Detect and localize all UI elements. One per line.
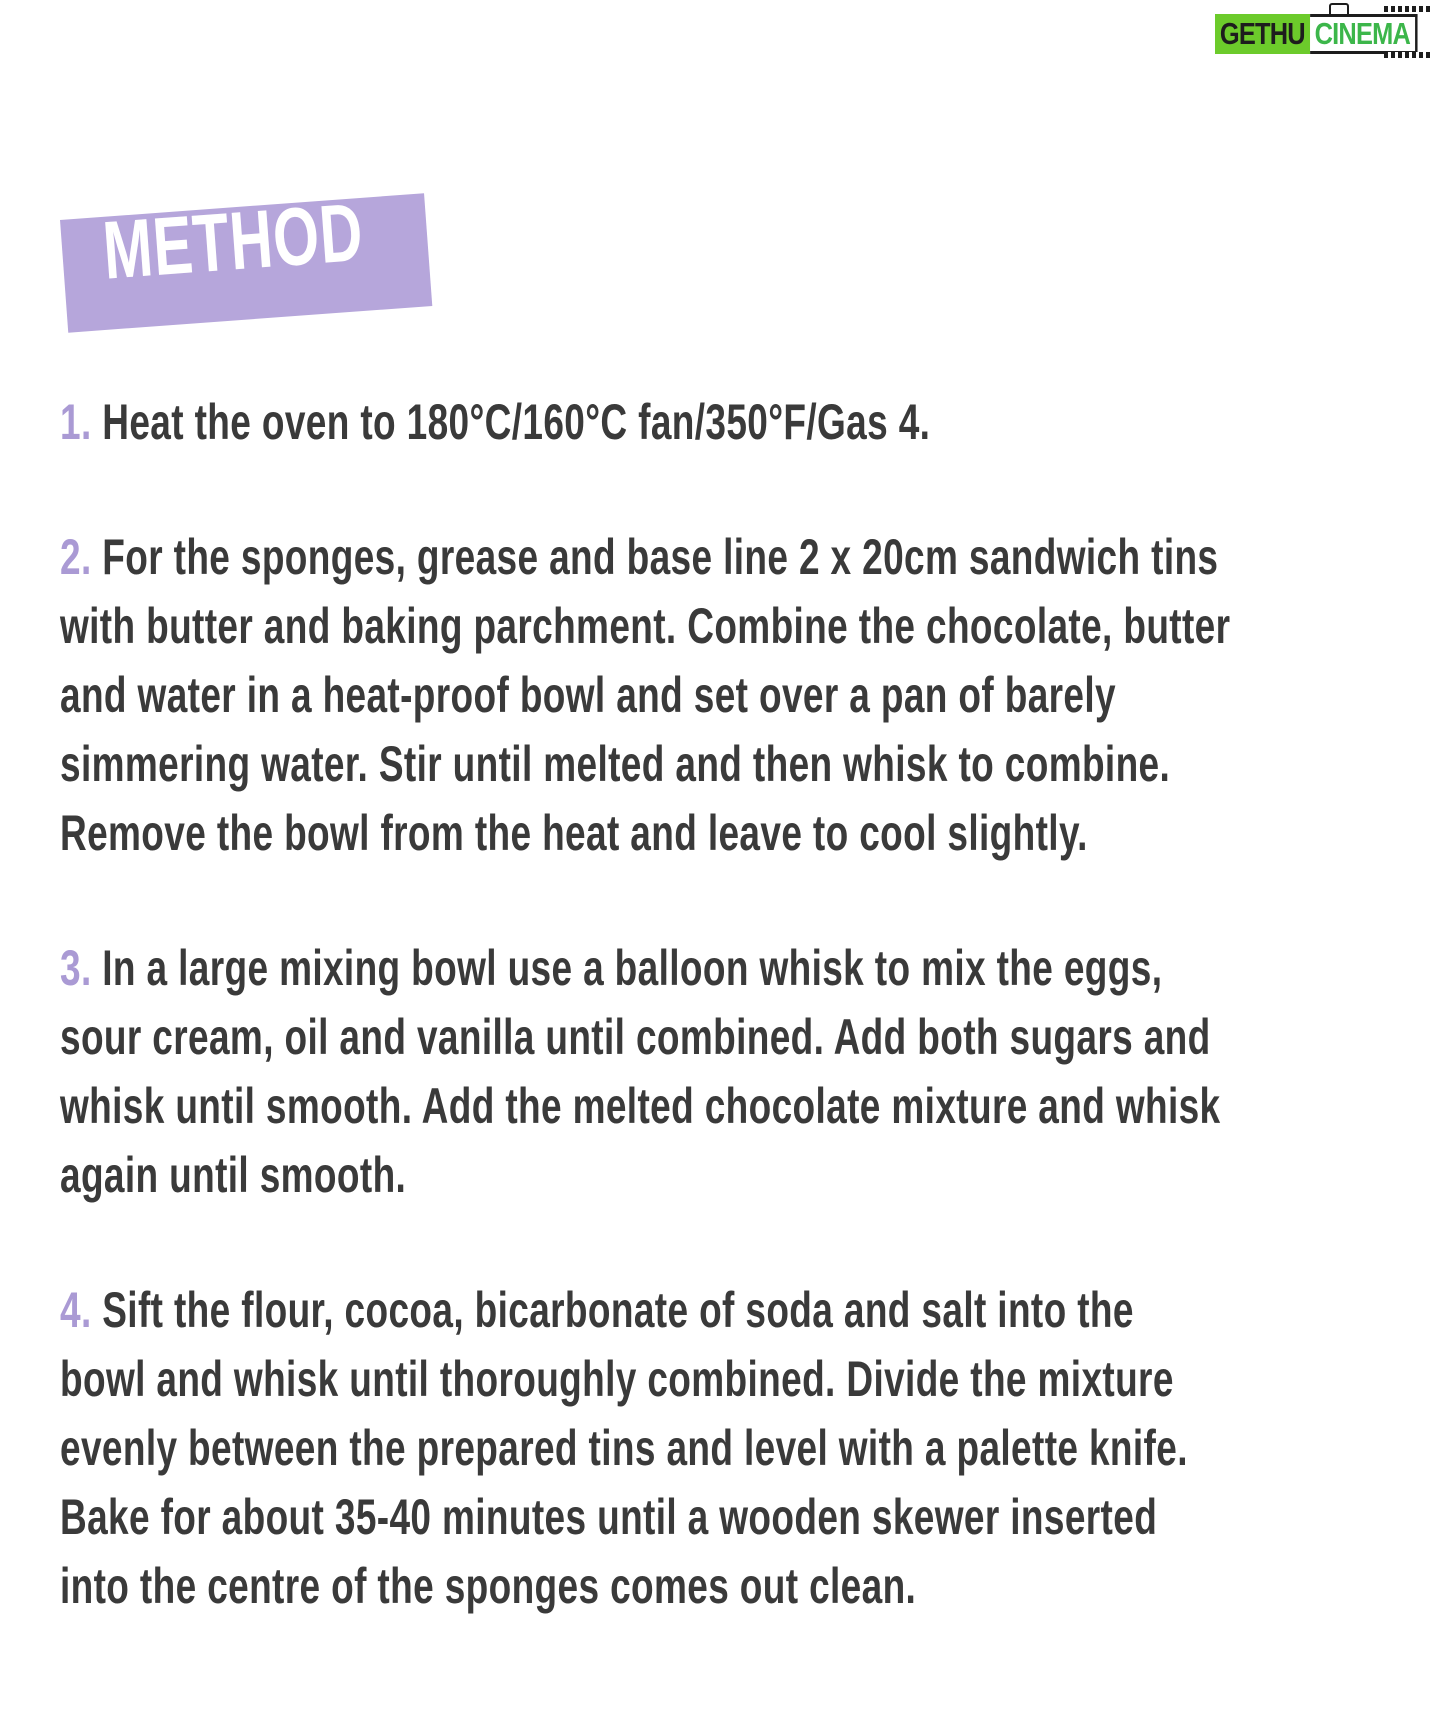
step-line	[60, 523, 1219, 592]
step-line	[60, 1276, 1134, 1345]
step-3	[60, 934, 1400, 1210]
step-1	[60, 388, 1400, 457]
step-number: 3.	[60, 940, 92, 996]
step-line: again until smooth.	[60, 1147, 407, 1203]
step-line: whisk until smooth. Add the melted chocolate mixture and whisk	[60, 1078, 1221, 1134]
step-text: Heat the oven to 180°C/160°C fan/350°F/Gas 4.	[102, 394, 931, 450]
step-line: simmering water. Stir until melted and then whisk to combine.	[60, 736, 1171, 792]
step-number: 1.	[60, 394, 92, 450]
step-line: sour cream, oil and vanilla until combined. Add both sugars and	[60, 1009, 1211, 1065]
step-text: In a large mixing bowl use a balloon whisk to mix the eggs,	[102, 940, 1163, 996]
logo-text-part2: CINEMA	[1310, 14, 1418, 54]
page-title: METHOD	[100, 186, 367, 297]
step-line: and water in a heat-proof bowl and set over a pan of barely	[60, 667, 1116, 723]
logo-text	[1215, 14, 1417, 54]
step-line	[60, 934, 1163, 1003]
step-line: bowl and whisk until thoroughly combined. Divide the mixture	[60, 1351, 1174, 1407]
logo-text-part1: GETHU	[1215, 14, 1310, 54]
step-line: evenly between the prepared tins and level with a palette knife.	[60, 1420, 1188, 1476]
step-4	[60, 1276, 1400, 1621]
film-strip-icon	[1384, 52, 1432, 58]
step-line	[60, 388, 1052, 457]
step-line: Remove the bowl from the heat and leave to cool slightly.	[60, 805, 1088, 861]
step-line: Bake for about 35-40 minutes until a wooden skewer inserted	[60, 1489, 1158, 1545]
step-line: with butter and baking parchment. Combine the chocolate, butter	[60, 598, 1231, 654]
method-steps	[60, 388, 1400, 1687]
step-text: Sift the flour, cocoa, bicarbonate of soda and salt into the	[102, 1282, 1134, 1338]
film-strip-icon	[1384, 6, 1432, 12]
step-line: into the centre of the sponges comes out clean.	[60, 1558, 917, 1614]
step-number: 2.	[60, 529, 92, 585]
step-2	[60, 523, 1400, 868]
step-number: 4.	[60, 1282, 92, 1338]
watermark-logo	[1215, 6, 1440, 58]
step-text: For the sponges, grease and base line 2 x 20cm sandwich tins	[102, 529, 1219, 585]
